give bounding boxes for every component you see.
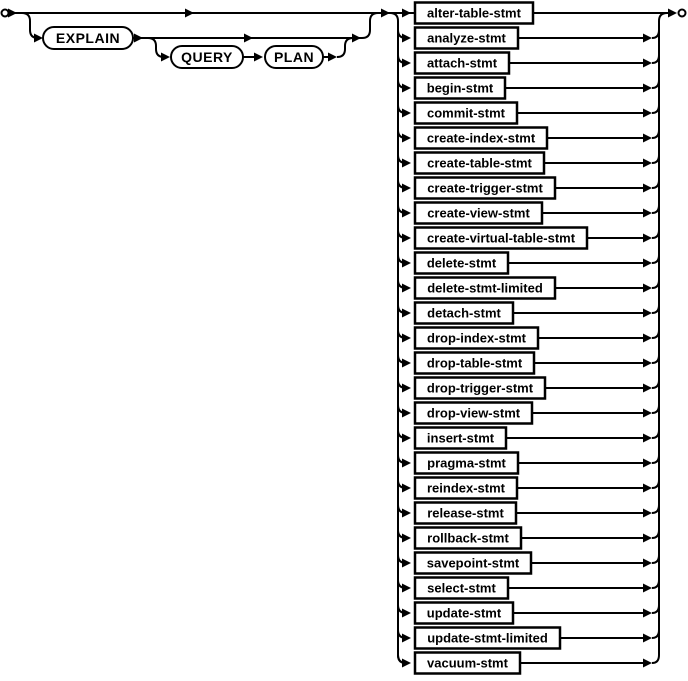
connector-curve [652,455,659,463]
connector-curve [652,155,659,163]
choice-row-drop-trigger-stmt [398,378,659,399]
arrowhead-icon [643,109,652,118]
stmt-label: drop-index-stmt [427,330,526,346]
stmt-label: update-stmt [426,605,502,621]
connector-curve [652,380,659,388]
start-terminal [2,10,9,17]
arrowhead-icon [328,53,337,62]
choice-row-create-virtual-table-stmt [398,228,659,249]
statement-choice [390,3,668,674]
connector-curve [652,330,659,338]
stmt-label: create-index-stmt [426,130,536,146]
arrowhead-icon [643,59,652,68]
stmt-label: insert-stmt [426,430,495,446]
arrowhead-icon [402,109,411,118]
arrowhead-icon [643,559,652,568]
connector-curve [652,230,659,238]
connector-curve [652,580,659,588]
choice-row-delete-stmt-limited [398,278,659,299]
choice-row-savepoint-stmt [398,553,659,574]
stmt-label: drop-trigger-stmt [426,380,534,396]
arrowhead-icon [244,34,253,43]
connector-curve [362,13,378,38]
explain-option [22,13,378,49]
choice-row-rollback-stmt [398,528,659,549]
connector-curve [337,38,353,57]
arrowhead-icon [643,134,652,143]
choice-row-alter-table-stmt [402,3,668,24]
arrowhead-icon [402,159,411,168]
arrowhead-icon [161,53,170,62]
arrowhead-icon [185,9,194,18]
arrowhead-icon [402,634,411,643]
choice-row-analyze-stmt [398,28,659,49]
keyword-plan-label: PLAN [273,49,315,65]
stmt-label: drop-table-stmt [426,355,523,371]
connector-curve [652,105,659,113]
stmt-label: delete-stmt-limited [427,280,543,296]
connector-curve [652,305,659,313]
connector-curve [652,630,659,638]
arrowhead-icon [402,284,411,293]
stmt-label: create-view-stmt [427,205,530,221]
connector-curve [652,430,659,438]
connector-curve [652,605,659,613]
choice-row-insert-stmt [398,428,659,449]
arrowhead-icon [643,184,652,193]
choice-row-reindex-stmt [398,478,659,499]
connector-curve [652,130,659,138]
stmt-label: pragma-stmt [427,455,506,471]
arrowhead-icon [643,334,652,343]
arrowhead-icon [402,459,411,468]
stmt-label: drop-view-stmt [426,405,521,421]
connector-curve [652,205,659,213]
arrowhead-icon [643,259,652,268]
stmt-label: select-stmt [427,580,496,596]
arrowhead-icon [402,209,411,218]
connector-curve [652,180,659,188]
arrowhead-icon [402,59,411,68]
connector-curve [652,280,659,288]
choice-row-detach-stmt [398,303,659,324]
connector-curve [652,480,659,488]
arrowhead-icon [668,9,677,18]
stmt-label: attach-stmt [426,55,498,71]
arrowhead-icon [643,434,652,443]
connector-curve [659,13,667,21]
choice-row-drop-view-stmt [398,403,659,424]
stmt-label: update-stmt-limited [427,630,548,646]
arrowhead-icon [402,309,411,318]
choice-row-create-table-stmt [398,153,659,174]
stmt-label: vacuum-stmt [427,655,508,671]
arrowhead-icon [402,534,411,543]
arrowhead-icon [381,9,390,18]
stmt-label: create-virtual-table-stmt [426,230,576,246]
arrowhead-icon [402,184,411,193]
arrowhead-icon [643,634,652,643]
arrowhead-icon [402,84,411,93]
stmt-label: begin-stmt [426,80,494,96]
stmt-label: savepoint-stmt [426,555,520,571]
arrowhead-icon [402,384,411,393]
arrowhead-icon [643,459,652,468]
arrowhead-icon [643,409,652,418]
arrowhead-icon [402,659,411,668]
arrowhead-icon [643,659,652,668]
arrowhead-icon [643,584,652,593]
arrowhead-icon [643,534,652,543]
arrowhead-icon [643,209,652,218]
connector-curve [652,530,659,538]
arrowhead-icon [402,509,411,518]
arrowhead-icon [402,609,411,618]
stmt-label: commit-stmt [426,105,506,121]
connector-curve [652,505,659,513]
choice-row-create-view-stmt [398,203,659,224]
choice-row-create-index-stmt [398,128,659,149]
arrowhead-icon [643,234,652,243]
choice-row-attach-stmt [398,53,659,74]
keyword-explain-label: EXPLAIN [55,30,121,46]
arrowhead-icon [643,284,652,293]
choice-row-update-stmt [398,603,659,624]
connector-curve [652,30,659,38]
choice-row-vacuum-stmt [398,653,659,674]
keyword-query-label: QUERY [181,49,233,65]
arrowhead-icon [402,234,411,243]
arrowhead-icon [402,559,411,568]
arrowhead-icon [34,34,43,43]
arrowhead-icon [402,434,411,443]
choice-row-delete-stmt [398,253,659,274]
arrowhead-icon [402,9,411,18]
choice-row-release-stmt [398,503,659,524]
stmt-label: create-trigger-stmt [427,180,543,196]
arrowhead-icon [643,34,652,43]
stmt-label: delete-stmt [426,255,497,271]
arrowhead-icon [134,34,143,43]
arrowhead-icon [643,509,652,518]
choice-row-select-stmt [398,578,659,599]
connector-curve [652,655,659,663]
stmt-label: release-stmt [427,505,504,521]
arrowhead-icon [352,34,361,43]
connector-curve [652,80,659,88]
arrowhead-icon [402,484,411,493]
choice-row-pragma-stmt [398,453,659,474]
arrowhead-icon [643,384,652,393]
arrowhead-icon [254,53,263,62]
choice-row-drop-index-stmt [398,328,659,349]
arrowhead-icon [643,359,652,368]
arrowhead-icon [402,34,411,43]
choice-row-create-trigger-stmt [398,178,659,199]
connector-curve [652,55,659,63]
connector-curve [652,555,659,563]
arrowhead-icon [402,359,411,368]
stmt-label: create-table-stmt [427,155,532,171]
choice-row-update-stmt-limited [398,628,659,649]
arrowhead-icon [643,159,652,168]
arrowhead-icon [402,134,411,143]
connector-curve [652,255,659,263]
choice-row-begin-stmt [398,78,659,99]
arrowhead-icon [402,409,411,418]
choice-row-commit-stmt [398,103,659,124]
connector-curve [652,405,659,413]
arrowhead-icon [643,484,652,493]
choice-row-drop-table-stmt [398,353,659,374]
arrowhead-icon [643,609,652,618]
arrowhead-icon [402,584,411,593]
arrowhead-icon [402,334,411,343]
arrowhead-icon [8,9,17,18]
end-terminal [679,10,686,17]
arrowhead-icon [402,259,411,268]
stmt-label: alter-table-stmt [427,5,521,21]
arrowhead-icon [643,309,652,318]
arrowhead-icon [643,84,652,93]
connector-curve [22,13,38,38]
query-plan-option [148,38,353,68]
stmt-label: detach-stmt [427,305,501,321]
connector-curve [652,355,659,363]
stmt-label: reindex-stmt [426,480,506,496]
stmt-label: rollback-stmt [427,530,509,546]
stmt-label: analyze-stmt [427,30,506,46]
